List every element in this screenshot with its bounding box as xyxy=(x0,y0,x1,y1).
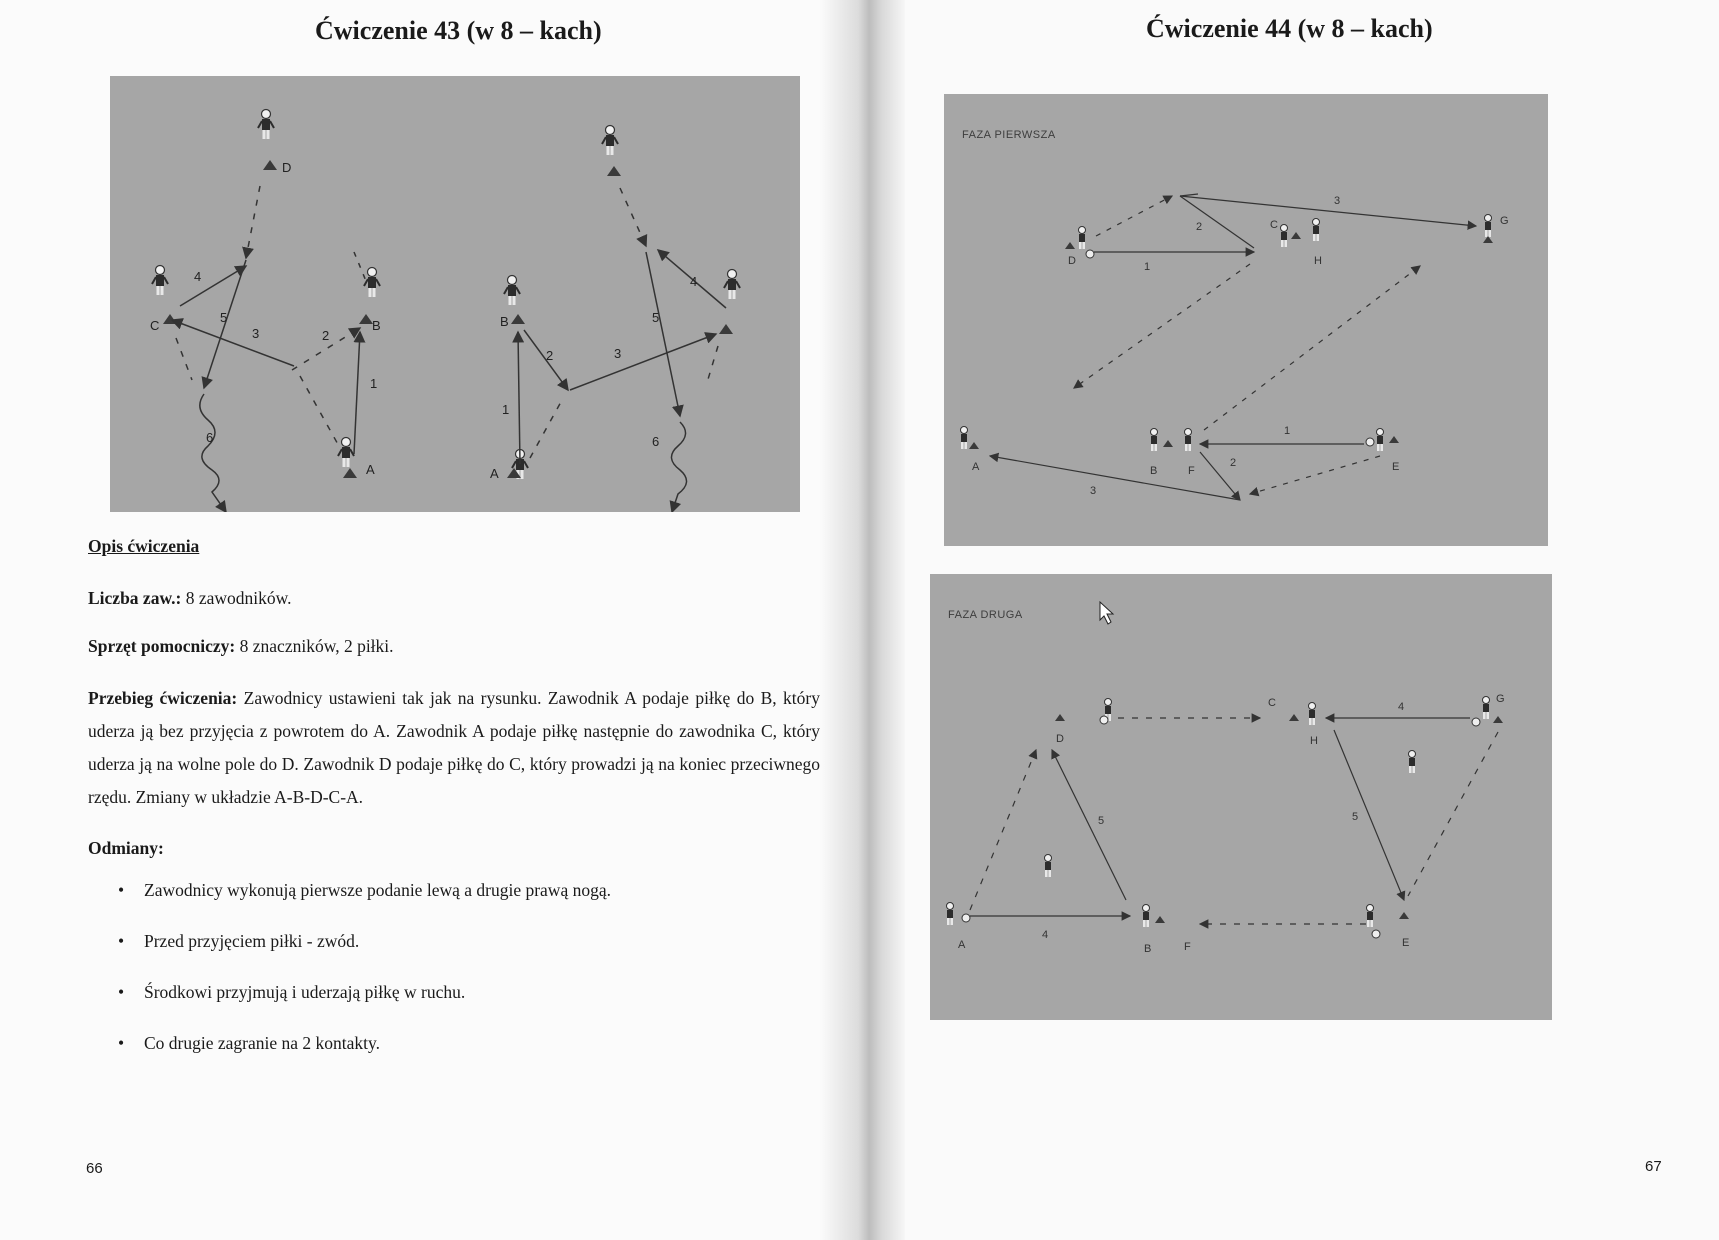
svg-text:6: 6 xyxy=(652,434,660,449)
players-count-value: 8 zawodników. xyxy=(181,588,292,608)
player-a xyxy=(961,427,981,474)
player-icon xyxy=(504,276,520,306)
player-icon xyxy=(364,268,380,298)
ball-icon xyxy=(1086,250,1094,258)
svg-text:G: G xyxy=(1496,693,1505,705)
svg-text:5: 5 xyxy=(220,310,228,325)
svg-text:1: 1 xyxy=(502,402,510,417)
cone-icon xyxy=(359,314,373,324)
player-h xyxy=(1309,703,1319,748)
player-g xyxy=(1472,693,1505,726)
exercise-44-diagram-phase-two xyxy=(930,574,1552,1020)
player-d xyxy=(1065,227,1094,268)
player-icon xyxy=(1409,751,1416,774)
player-icon xyxy=(1309,703,1316,726)
player-g xyxy=(1483,215,1509,244)
player-d-left xyxy=(258,110,291,176)
player-h xyxy=(1313,219,1323,268)
svg-text:1: 1 xyxy=(1284,425,1291,437)
svg-text:3: 3 xyxy=(1334,195,1341,207)
svg-text:B: B xyxy=(1144,943,1152,955)
player-icon xyxy=(602,126,618,156)
variation-item: • Środkowi przyjmują i uderzają piłkę w ruchu. xyxy=(118,982,466,1002)
player-e xyxy=(1366,429,1399,474)
svg-text:F: F xyxy=(1188,465,1195,477)
variations-heading: Odmiany: xyxy=(88,838,164,858)
svg-text:H: H xyxy=(1310,735,1318,747)
player-icon xyxy=(1377,429,1384,452)
cone-icon xyxy=(607,166,621,176)
svg-text:D: D xyxy=(282,160,292,175)
page-number-right: 67 xyxy=(1645,1158,1662,1175)
player-d xyxy=(1055,699,1112,746)
svg-text:5: 5 xyxy=(1098,815,1105,827)
svg-text:5: 5 xyxy=(652,310,660,325)
svg-text:H: H xyxy=(1314,255,1322,267)
svg-text:B: B xyxy=(500,314,509,329)
exercise-course xyxy=(88,682,820,814)
svg-text:D: D xyxy=(1068,255,1076,267)
player-icon xyxy=(1151,429,1158,452)
player-b-left xyxy=(359,268,381,334)
player-icon xyxy=(338,438,354,468)
mouse-cursor-icon xyxy=(1100,602,1113,624)
player-icon xyxy=(1185,429,1192,452)
svg-text:B: B xyxy=(1150,465,1158,477)
cone-icon xyxy=(511,314,525,324)
svg-text:G: G xyxy=(1500,215,1509,227)
player-f xyxy=(1185,429,1196,478)
svg-text:C: C xyxy=(1270,219,1278,231)
svg-text:4: 4 xyxy=(194,269,202,284)
variation-item: • Zawodnicy wykonują pierwsze podanie lewą a drugie prawą nogą. xyxy=(118,880,611,900)
svg-text:3: 3 xyxy=(252,326,260,341)
exercise-43-title: Ćwiczenie 43 (w 8 – kach) xyxy=(315,16,602,45)
svg-text:C: C xyxy=(1268,697,1276,709)
player-middle-left xyxy=(1045,855,1052,878)
player-icon xyxy=(1313,219,1320,242)
svg-text:4: 4 xyxy=(1042,929,1049,941)
player-f xyxy=(1184,941,1191,953)
page-number-left: 66 xyxy=(86,1160,103,1177)
cone-icon xyxy=(263,160,277,170)
svg-text:A: A xyxy=(366,462,375,477)
phase-two-label: FAZA DRUGA xyxy=(948,609,1023,621)
player-icon xyxy=(1143,905,1150,928)
equipment-value: 8 znaczników, 2 piłki. xyxy=(235,636,394,656)
player-a-right xyxy=(490,450,528,482)
description-heading: Opis ćwiczenia xyxy=(88,536,200,556)
equipment xyxy=(88,630,820,663)
svg-text:F: F xyxy=(1184,941,1191,953)
svg-text:2: 2 xyxy=(1196,221,1203,233)
svg-text:E: E xyxy=(1402,937,1410,949)
player-icon xyxy=(258,110,274,140)
player-icon xyxy=(1367,905,1374,928)
player-b xyxy=(1150,429,1173,478)
svg-text:C: C xyxy=(150,318,160,333)
player-a-left xyxy=(338,438,375,479)
svg-text:3: 3 xyxy=(614,346,622,361)
player-a xyxy=(947,903,971,952)
exercise-44-title: Ćwiczenie 44 (w 8 – kach) xyxy=(1146,14,1433,43)
svg-text:3: 3 xyxy=(1090,485,1097,497)
svg-text:2: 2 xyxy=(546,348,554,363)
ball-icon xyxy=(1100,716,1108,724)
player-icon xyxy=(961,427,968,450)
ball-icon xyxy=(962,914,970,922)
exercise-43-diagram xyxy=(110,76,800,512)
cone-icon xyxy=(163,314,177,324)
players-count xyxy=(88,582,820,615)
player-icon xyxy=(947,903,954,926)
equipment-label: Sprzęt pomocniczy: xyxy=(88,636,236,656)
variations-list xyxy=(100,880,611,1084)
variation-item: • Przed przyjęciem piłki - zwód. xyxy=(118,931,360,951)
player-b xyxy=(1143,905,1166,956)
ball-icon xyxy=(1372,930,1380,938)
exercise-course-text: Zawodnicy ustawieni tak jak na rysunku. Zawodnik A podaje piłkę do B, który uderza ją bez przyjęcia z powrotem do A. Zawodnik A podaje piłkę następnie do zawodnika C, który uderza ją na wolne pole do D. Zawodnik D podaje piłkę do C, który prowadzi ją na koniec przeciwnego rzędu. Zmiany w układzie A-B-D-C-A. xyxy=(88,688,820,807)
svg-text:A: A xyxy=(490,466,499,481)
book-gutter xyxy=(820,0,905,1240)
player-b-right xyxy=(500,276,525,330)
svg-text:6: 6 xyxy=(206,430,214,445)
player-middle-right xyxy=(1409,751,1416,774)
player-icon xyxy=(1079,227,1086,250)
player-icon xyxy=(1483,697,1490,720)
svg-text:5: 5 xyxy=(1352,811,1359,823)
cone-icon xyxy=(719,324,733,334)
player-icon xyxy=(152,266,168,296)
phase-one-label: FAZA PIERWSZA xyxy=(962,129,1056,141)
player-right-edge xyxy=(719,270,740,335)
exercise-course-label: Przebieg ćwiczenia: xyxy=(88,688,238,708)
svg-text:2: 2 xyxy=(322,328,330,343)
players-count-label: Liczba zaw.: xyxy=(88,588,182,608)
svg-text:1: 1 xyxy=(1144,261,1151,273)
player-c xyxy=(1268,697,1299,721)
player-top-right xyxy=(602,126,621,177)
player-c-left xyxy=(150,266,177,334)
exercise-44-diagram-phase-one xyxy=(944,94,1548,546)
svg-text:A: A xyxy=(972,461,980,473)
ball-icon xyxy=(1366,438,1374,446)
player-icon xyxy=(1045,855,1052,878)
svg-text:B: B xyxy=(372,318,381,333)
svg-text:1: 1 xyxy=(370,376,378,391)
player-e xyxy=(1367,905,1410,950)
player-icon xyxy=(724,270,740,300)
cone-icon xyxy=(343,468,357,478)
player-c xyxy=(1270,219,1301,247)
svg-text:E: E xyxy=(1392,461,1400,473)
ball-icon xyxy=(1472,718,1480,726)
player-icon xyxy=(1281,225,1288,248)
svg-text:4: 4 xyxy=(1398,701,1405,713)
svg-text:2: 2 xyxy=(1230,457,1237,469)
svg-text:A: A xyxy=(958,939,966,951)
variation-item: • Co drugie zagranie na 2 kontakty. xyxy=(118,1033,381,1053)
player-icon xyxy=(1485,215,1492,238)
svg-text:4: 4 xyxy=(690,274,698,289)
svg-text:D: D xyxy=(1056,733,1064,745)
